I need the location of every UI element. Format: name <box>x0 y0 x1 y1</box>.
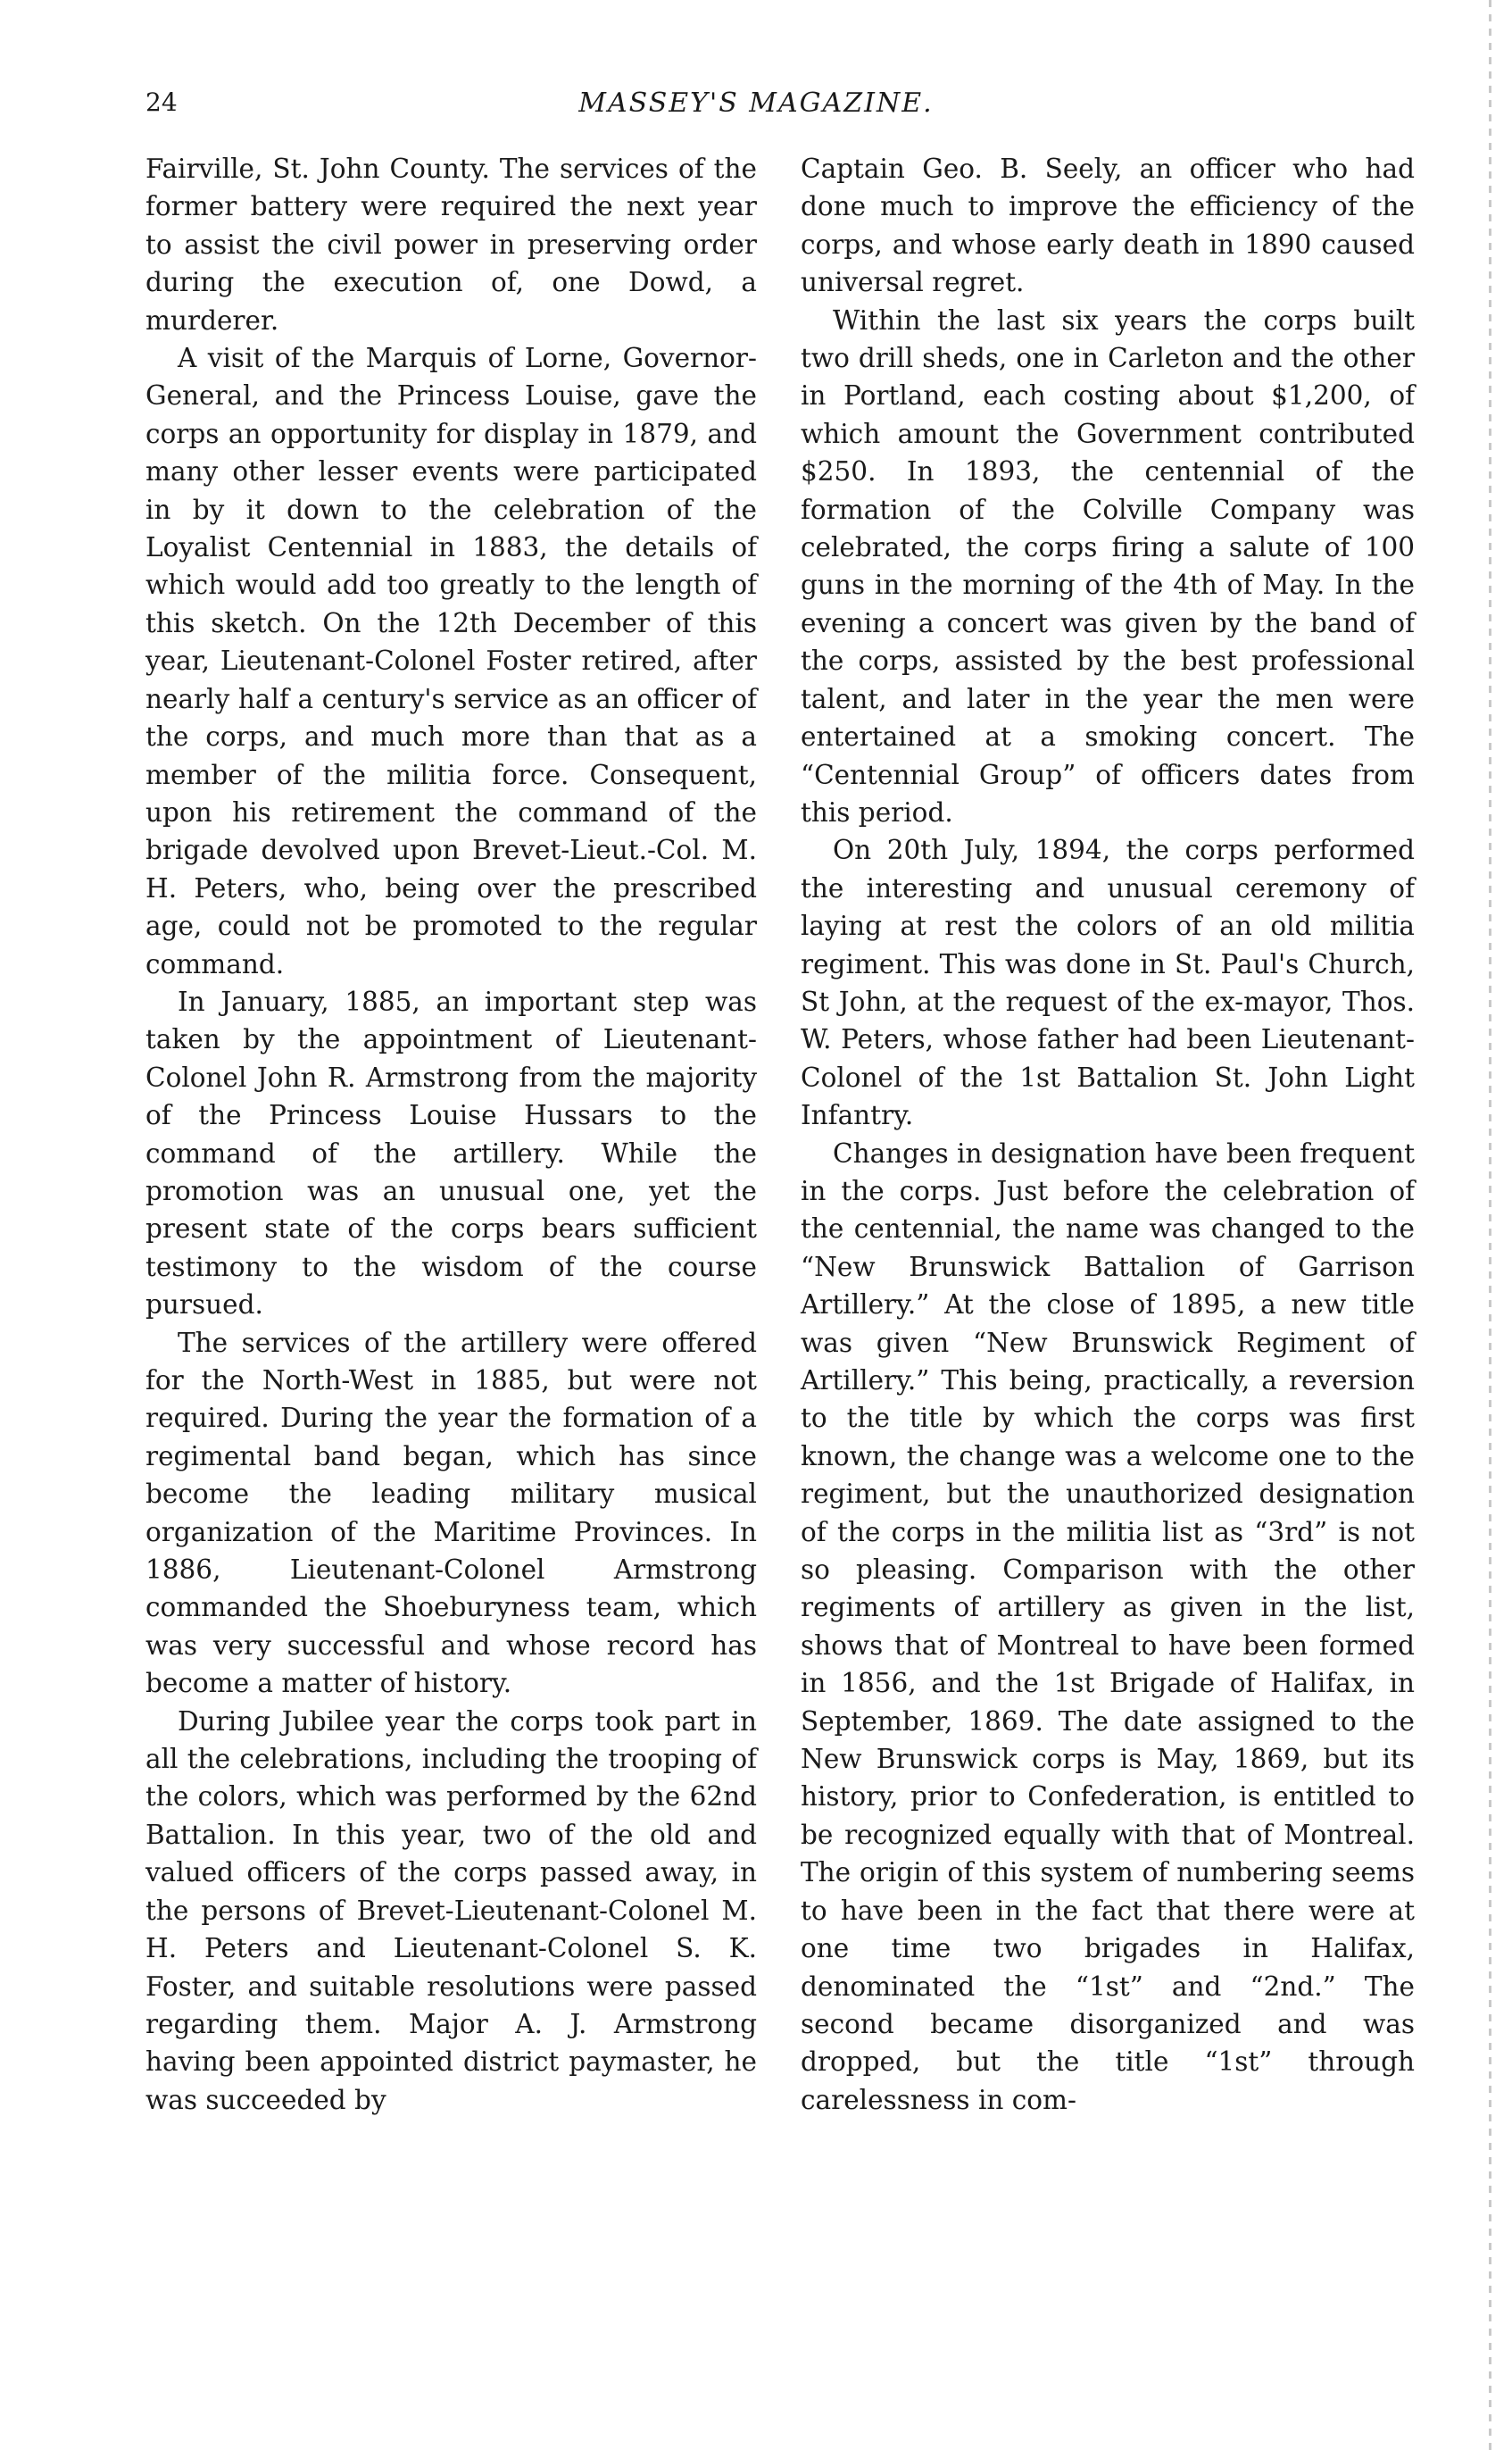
paragraph: On 20th July, 1894, the corps performed the interesting and unusual ceremony of laying at rest the colors of an old militia regiment. This was done in St. Paul's Church, St John, at the request of the ex-mayor, Thos. W. Peters, whose father had been Lieutenant-Colonel of the 1st Battalion St. John Light Infantry. <box>801 835 1415 1131</box>
magazine-title: MASSEY'S MAGAZINE. <box>578 88 934 119</box>
paragraph: During Jubilee year the corps took part in all the celebrations, including the trooping of the colors, which was performed by the 62nd Battalion. In this year, two of the old and valued officers of the corps passed away, in the persons of Brevet-Lieutenant-Colonel M. H. Peters and Lieutenant-Colonel S. K. Foster, and suitable resolutions were passed regarding them. Major A. J. Armstrong having been appointed district paymaster, he was succeeded by <box>145 1705 757 2115</box>
left-column <box>145 150 757 2119</box>
paragraph: Within the last six years the corps built two drill sheds, one in Carleton and the other in Portland, each costing about $1,200, of which amount the Government contributed $250. In 1893, the centennial of the formation of the Colville Company was celebrated, the corps firing a salute of 100 guns in the morning of the 4th of May. In the evening a concert was given by the band of the corps, assisted by the best professional talent, and later in the year the men were entertained at a smoking concert. The “Centennial Group” of officers dates from this period. <box>801 304 1415 828</box>
paragraph: Fairville, St. John County. The services of the former battery were required the next year to assist the civil power in preserving order during the execution of, one Dowd, a murderer. <box>145 154 757 336</box>
paragraph: Changes in designation have been frequent in the corps. Just before the celebration of the centennial, the name was changed to the “New Brunswick Battalion of Garrison Artillery.” At the close of 1895, a new title was given “New Brunswick Regiment of Artillery.” This being, practically, a reversion to the title by which the corps was first known, the change was a welcome one to the regiment, but the unauthorized designation of the corps in the militia list as “3rd” is not so pleasing. Comparison with the other regiments of artillery as given in the list, shows that of Montreal to have been formed in 1856, and the 1st Brigade of Halifax, in September, 1869. The date assigned to the New Brunswick corps is May, 1869, but its history, prior to Confederation, is entitled to be recognized equally with that of Montreal. The origin of this system of numbering seems to have been in the fact that there were at one time two brigades in Halifax, denominated the “1st” and “2nd.” The second became disorganized and was dropped, but the title “1st” through carelessness in com- <box>801 1138 1415 2115</box>
paragraph: A visit of the Marquis of Lorne, Governor-General, and the Princess Louise, gave the corps an opportunity for display in 1879, and many other lesser events were participated in by it down to the celebration of the Loyalist Centennial in 1883, the details of which would add too greatly to the length of this sketch. On the 12th December of this year, Lieutenant-Colonel Foster retired, after nearly half a century's service as an officer of the corps, and much more than that as a member of the militia force. Consequent, upon his retirement the command of the brigade devolved upon Brevet-Lieut.-Col. M. H. Peters, who, being over the prescribed age, could not be promoted to the regular command. <box>145 343 757 979</box>
paragraph: In January, 1885, an important step was taken by the appointment of Lieutenant-Colonel John R. Armstrong from the majority of the Princess Louise Hussars to the command of the artillery. While the promotion was an unusual one, yet the present state of the corps bears sufficient testimony to the wisdom of the course pursued. <box>145 986 757 1321</box>
page-number: 24 <box>145 88 178 117</box>
page-header <box>0 88 1512 132</box>
scan-edge-shadow <box>1489 0 1491 2450</box>
right-column <box>801 150 1415 2119</box>
paragraph: The services of the artillery were offered for the North-West in 1885, but were not required. During the year the formation of a regimental band began, which has since become the leading military musical organization of the Maritime Provinces. In 1886, Lieutenant-Colonel Armstrong commanded the Shoeburyness team, which was very successful and whose record has become a matter of history. <box>145 1327 757 1699</box>
paragraph: Captain Geo. B. Seely, an officer who had done much to improve the efficiency of the corps, and whose early death in 1890 caused universal regret. <box>801 154 1415 298</box>
